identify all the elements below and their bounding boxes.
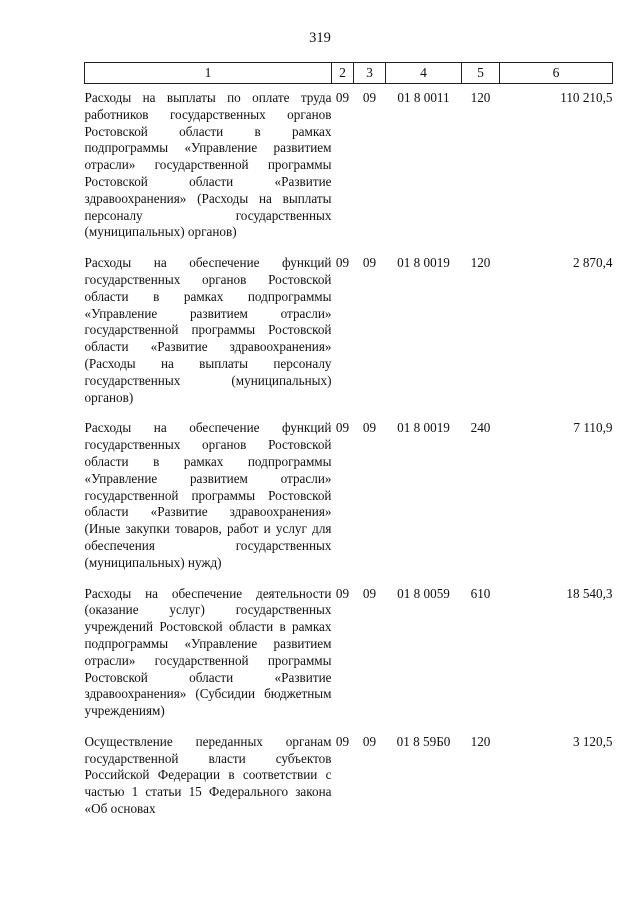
row-subsection: 09 (362, 733, 377, 749)
row-section: 09 (335, 585, 350, 601)
row-target-article: 01 8 59Б0 (396, 733, 451, 749)
row-expense-type: 120 (470, 733, 491, 749)
page-number: 319 (309, 30, 331, 46)
row-target-article: 01 8 0011 (397, 90, 450, 105)
row-subsection: 09 (362, 90, 377, 105)
row-description: Расходы на обеспечение деятельности (оказание услуг) государственных учреждений Ростовской области в рамках подпрограммы «Управление развитием отрасли» государственной программы Ростовской области «Развитие здравоохранения» (Субсидии бюджетным учреждениям) (84, 585, 332, 719)
row-amount: 3 120,5 (572, 733, 613, 749)
header-col-3: 3 (354, 63, 386, 84)
row-target-article: 01 8 0059 (397, 585, 450, 601)
table-row (85, 255, 613, 420)
row-target-article: 01 8 0019 (397, 420, 450, 436)
row-subsection: 09 (362, 585, 377, 601)
row-expense-type: 240 (470, 420, 491, 436)
row-description: Расходы на выплаты по оплате труда работников государственных органов Ростовской области в рамках подпрограммы «Управление развитием отрасли» государственной программы Ростовской области «Развитие здравоохранения» (Расходы на выплаты персоналу государственных (муниципальных) органов) (84, 90, 332, 240)
row-amount: 2 870,4 (572, 255, 613, 271)
table-row (85, 420, 613, 585)
row-amount: 18 540,3 (566, 585, 613, 601)
table-row (85, 84, 613, 256)
row-expense-type: 120 (470, 255, 491, 271)
header-col-6: 6 (500, 63, 613, 84)
row-subsection: 09 (362, 420, 377, 436)
row-subsection: 09 (362, 255, 377, 271)
row-section: 09 (335, 733, 350, 749)
header-row (85, 63, 613, 84)
row-description: Осуществление переданных органам государственной власти субъектов Российской Федерации в соответствии с частью 1 статьи 15 Федерального закона «Об основах (84, 733, 332, 817)
header-col-1: 1 (85, 63, 332, 84)
row-expense-type: 120 (470, 90, 491, 105)
row-expense-type: 610 (470, 585, 491, 601)
table-row (85, 586, 613, 734)
row-section: 09 (335, 420, 350, 436)
row-description: Расходы на обеспечение функций государственных органов Ростовской области в рамках подпрограммы «Управление развитием отрасли» государственной программы Ростовской области «Развитие здравоохранения» (Расходы на выплаты персоналу государственных (муниципальных) органов) (84, 255, 332, 405)
header-col-2: 2 (332, 63, 354, 84)
budget-table (84, 62, 613, 818)
row-target-article: 01 8 0019 (397, 255, 450, 271)
row-description: Расходы на обеспечение функций государственных органов Ростовской области в рамках подпрограммы «Управление развитием отрасли» государственной программы Ростовской области «Развитие здравоохранения» (Иные закупки товаров, работ и услуг для обеспечения государственных (муниципальных) нужд) (84, 420, 332, 570)
table-row (85, 734, 613, 818)
header-col-4: 4 (386, 63, 462, 84)
row-amount: 7 110,9 (573, 420, 613, 436)
row-section: 09 (335, 90, 350, 105)
row-section: 09 (335, 255, 350, 271)
header-col-5: 5 (462, 63, 500, 84)
row-amount: 110 210,5 (560, 90, 613, 105)
